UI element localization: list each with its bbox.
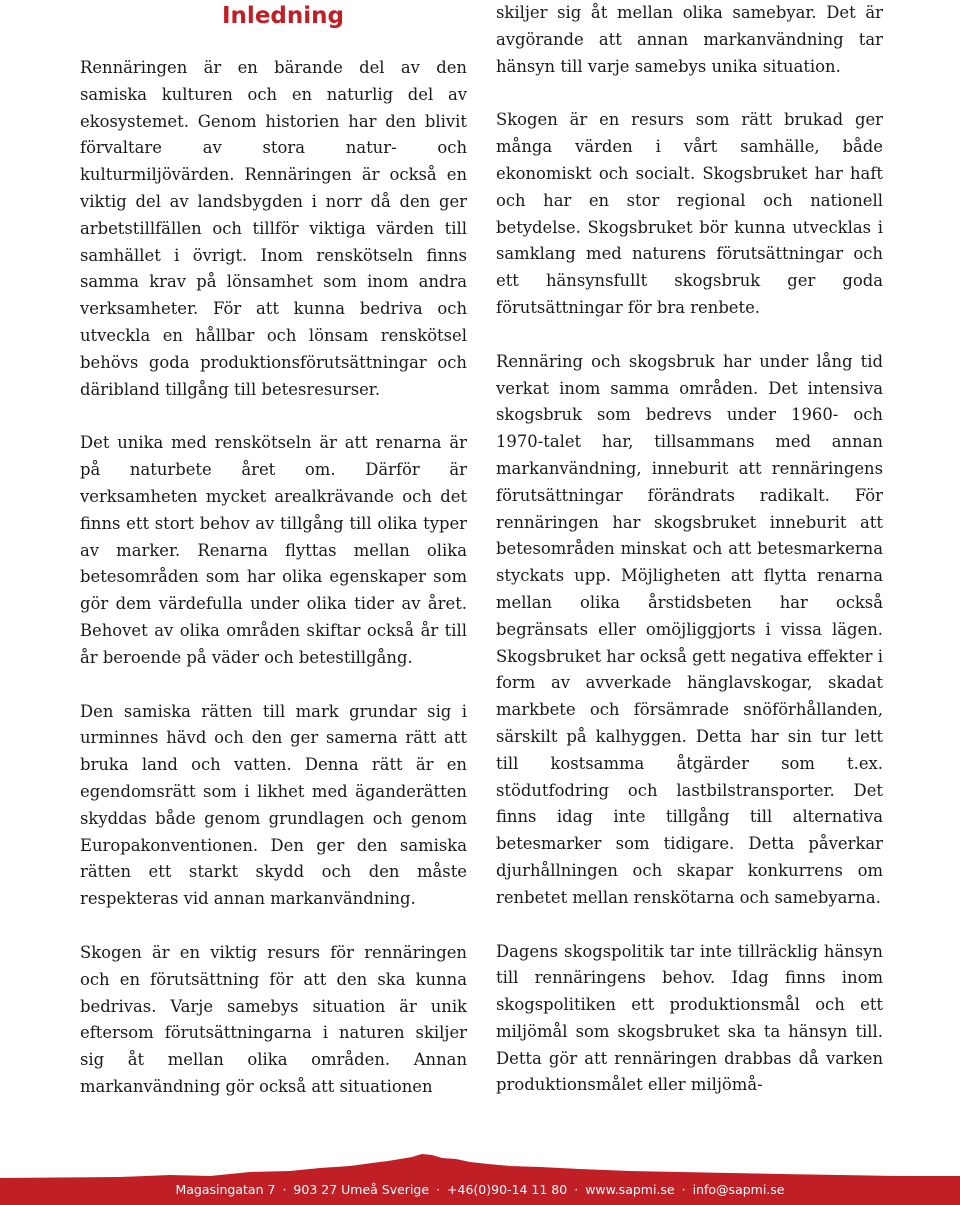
paragraph: Skogen är en viktig resurs för rennäringen och en förutsättning för att den ska kunna bedrivas. Varje samebys situation är unik eftersom förutsättningarna i naturen skiljer sig åt mellan olika områden. Annan markanvändning gör också att situationen [80, 942, 467, 1096]
paragraph: Rennäring och skogsbruk har under lång tid verkat inom samma områden. Det intensiva skogsbruk som bedrevs under 1960- och 1970-talet har, tillsammans med annan markanvändning, inneburit att rennäringens förutsättningar förändrats radikalt. För rennäringen har skogsbruket inneburit att betesområden minskat och att betesmarkerna styckats upp. Möjligheten att flytta renarna mellan olika årstidsbeten har också begränsats eller omöjliggjorts i vissa lägen. Skogsbruket har också gett negativa effekter i form av avverkade hänglavskogar, skadat markbete och försämrade snöförhållanden, särskilt på kalhyggen. Detta har sin tur lett till kostsamma åtgärder som t.ex. stödutfodring och lastbilstransporter. Det finns idag inte tillgång till alternativa betesmarker som tidigare. Detta påverkar djurhållningen och skapar konkurrens om renbetet mellan renskötarna och samebyarna. [496, 351, 883, 907]
paragraph: Det unika med renskötseln är att renarna är på naturbete året om. Därför är verksamheten mycket arealkrävande och det finns ett stort behov av tillgång till olika typer av marker. Renarna flyttas mellan olika betesområden som har olika egenskaper som gör dem värdefulla under olika tider av året. Behovet av olika områden skiftar också år till år beroende på väder och betestillgång. [80, 433, 467, 667]
separator: · [681, 1182, 686, 1197]
footer-email-link[interactable]: info@sapmi.se [692, 1182, 785, 1197]
paragraph: Skogen är en resurs som rätt brukad ger många värden i vårt samhälle, både ekonomiskt och socialt. Skogsbruket har haft och har en stor regional och nationell betydelse. Skogsbruket bör kunna utvecklas i samklang med naturens förutsättningar och ett hänsynsfullt skogsbruk ger goda förutsättningar för bra renbete. [496, 110, 883, 317]
separator: · [574, 1182, 579, 1197]
separator: · [282, 1182, 287, 1197]
footer-phone: +46(0)90-14 11 80 [447, 1182, 568, 1197]
right-column [496, 0, 883, 1099]
left-column [80, 55, 467, 1101]
paragraph: Rennäringen är en bärande del av den samiska kulturen och en naturlig del av ekosystemet. Genom historien har den blivit förvaltare av stora natur- och kulturmiljövärden. Rennäringen är också en viktig del av landsbygden i norr då den ger arbetstillfällen och tillför viktiga värden till samhället i övrigt. Inom renskötseln finns samma krav på lönsamhet som inom andra verksamheter. För att kunna bedriva och utveckla en hållbar och lönsam renskötsel behövs goda produktionsförutsättningar och däribland tillgång till betesresurser. [80, 58, 467, 399]
footer-city: 903 27 Umeå Sverige [293, 1182, 430, 1197]
contact-line [0, 1181, 960, 1199]
footer-address: Magasingatan 7 [175, 1182, 276, 1197]
paragraph: skiljer sig åt mellan olika samebyar. Det är avgörande att annan markanvändning tar hänsyn till varje samebys unika situation. [496, 3, 883, 76]
footer-banner [0, 1150, 960, 1205]
page-heading: Inledning [222, 3, 344, 29]
paragraph: Dagens skogspolitik tar inte tillräcklig hänsyn till rennäringens behov. Idag finns inom skogspolitiken ett produktionsmål och ett miljömål som skogsbruket ska ta hänsyn till. Detta gör att rennäringen drabbas då varken produktionsmålet eller miljömå- [496, 941, 883, 1095]
paragraph: Den samiska rätten till mark grundar sig i urminnes hävd och den ger samerna rätt att bruka land och vatten. Denna rätt är en egendomsrätt som i likhet med äganderätten skyddas både genom grundlagen och genom Europakonventionen. Den ger den samiska rätten ett starkt skydd och den måste respekteras vid annan markanvändning. [80, 701, 467, 909]
separator: · [436, 1182, 441, 1197]
footer-website-link[interactable]: www.sapmi.se [585, 1182, 675, 1197]
